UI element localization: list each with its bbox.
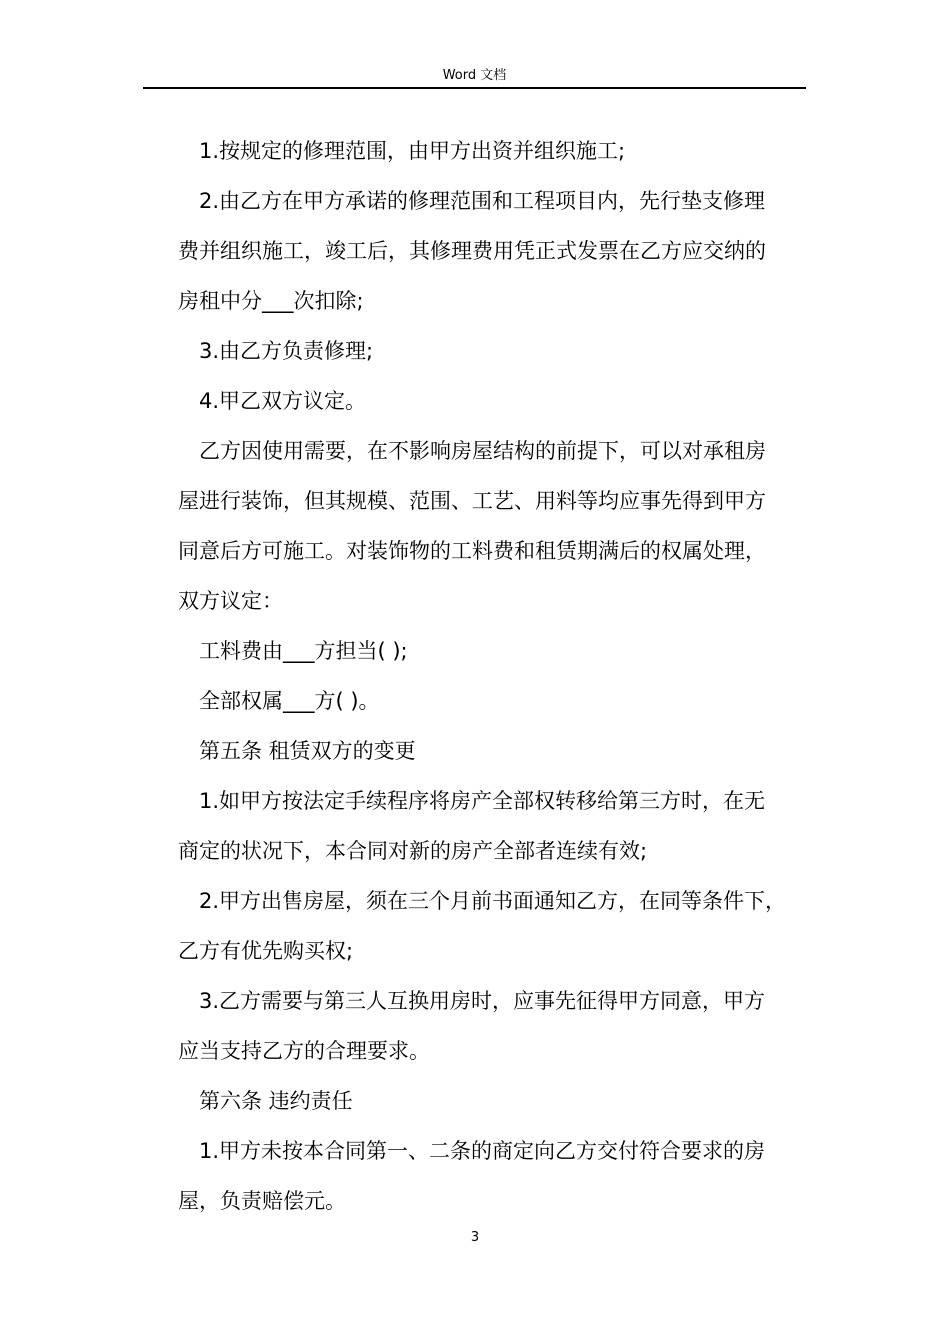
text-line-11: 工料费由___方担当( ); [199,639,408,663]
text-line-2: 2.由乙方在甲方承诺的修理范围和工程项目内，先行垫支修理 [199,189,766,213]
text-line-15: 商定的状况下，本合同对新的房产全部者连续有效; [178,839,648,863]
text-line-5: 3.由乙方负责修理; [199,339,374,363]
text-line-22: 屋，负责赔偿元。 [178,1189,346,1213]
text-line-3: 费并组织施工，竣工后，其修理费用凭正式发票在乙方应交纳的 [178,239,766,263]
text-line-9: 同意后方可施工。对装饰物的工料费和租赁期满后的权属处理， [178,539,766,563]
text-line-10: 双方议定： [178,589,283,613]
text-line-4: 房租中分___次扣除; [178,289,364,313]
page-number: 3 [470,1230,480,1245]
text-line-21: 1.甲方未按本合同第一、二条的商定向乙方交付符合要求的房 [199,1139,766,1163]
text-line-16: 2.甲方出售房屋，须在三个月前书面通知乙方，在同等条件下， [199,889,787,913]
text-line-8: 屋进行装饰，但其规模、范围、工艺、用料等均应事先得到甲方 [178,489,766,513]
text-line-18: 3.乙方需要与第三人互换用房时，应事先征得甲方同意，甲方 [199,989,766,1013]
page-header: Word 文档 [442,68,507,83]
text-line-17: 乙方有优先购买权; [178,939,354,963]
document-body [178,126,808,1226]
text-line-14: 1.如甲方按法定手续程序将房产全部权转移给第三方时，在无 [199,789,766,813]
text-line-7: 乙方因使用需要，在不影响房屋结构的前提下，可以对承租房 [199,439,766,463]
text-line-12: 全部权属___方( )。 [199,689,380,713]
section-heading-6: 第六条 违约责任 [199,1089,353,1113]
section-heading-5: 第五条 租赁双方的变更 [199,739,416,763]
header-rule [143,87,806,89]
text-line-1: 1.按规定的修理范围，由甲方出资并组织施工; [199,139,626,163]
text-line-6: 4.甲乙双方议定。 [199,389,367,413]
text-line-19: 应当支持乙方的合理要求。 [178,1039,430,1063]
